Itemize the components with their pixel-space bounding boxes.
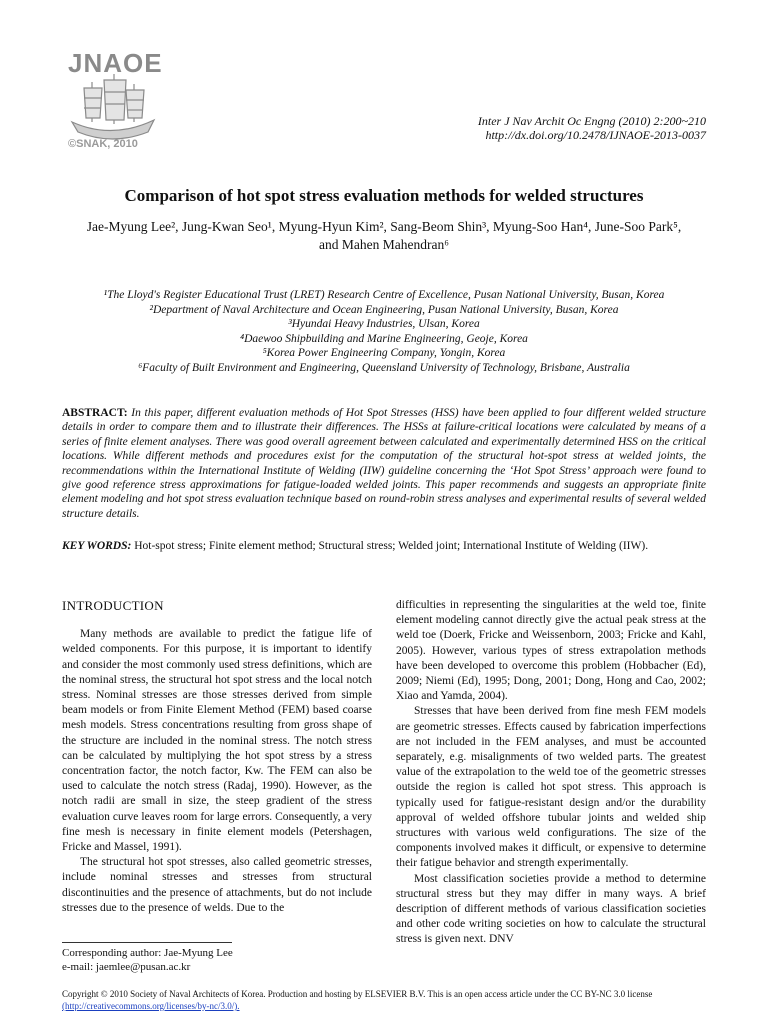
citation	[478, 114, 706, 142]
abstract	[62, 406, 706, 521]
footnote-email[interactable]: e-mail: jaemlee@pusan.ac.kr	[62, 961, 191, 973]
affiliation-5: ⁵Korea Power Engineering Company, Yongin, Korea	[262, 347, 506, 359]
footnote	[62, 946, 233, 974]
footnote-author: Corresponding author: Jae-Myung Lee	[62, 947, 233, 959]
intro-heading: INTRODUCTION	[62, 598, 164, 613]
right-column	[396, 598, 706, 948]
paragraph: Stresses that have been derived from fine mesh FEM models are geometric stresses. Effects caused by fabrication imperfections are not included in the FEM analyses, and must be accounted separately, e.g. misalignments of two welded parts. The greatest value of the extrapolation to the weld toe of the geometric stresses outside the region is called hot spot stress. This approach is typically used for fatigue-resistant design and/or the durability approval of welded offshore tubular joints and welded ship structures with various weld configurations. The size of the components involved makes it difficult, or expensive to determine their fatigue behavior and strength experimentally.	[396, 705, 706, 870]
affiliation-4: ⁴Daewoo Shipbuilding and Marine Engineering, Geoje, Korea	[240, 332, 528, 345]
affiliation-1: ¹The Lloyd's Register Educational Trust (LRET) Research Centre of Excellence, Pusan National University, Busan, Korea	[103, 289, 665, 301]
keywords-text: Hot-spot stress; Finite element method; Structural stress; Welded joint; International Institute of Welding (IIW).	[134, 540, 649, 552]
affiliations	[60, 288, 708, 375]
logo-text: JNAOE	[68, 48, 163, 78]
left-column	[62, 598, 372, 916]
paragraph: Most classification societies provide a method to determine structural stress but they may differ in many ways. A brief description of different methods of various classification societies and other code writing societies on how to calculate the structural stress is given next. DNV	[396, 872, 706, 946]
license-link[interactable]: (http://creativecommons.org/licenses/by-nc/3.0/).	[62, 1001, 240, 1011]
citation-journal: Inter J Nav Archit Oc Engng (2010) 2:200~210	[477, 114, 706, 128]
abstract-text: In this paper, different evaluation methods of Hot Spot Stresses (HSS) have been applied to four different welded structure details in order to compare them and to illustrate their differences. The HSSs at failure-critical locations were calculated by means of a series of finite element analyses. There was good overall agreement between calculated and experimentally determined HSS on the critical locations. While different methods and procedures exist for the computation of the structural hot-spot stress at welded joints, the recommendations within the International Institute of Welding (IIW) guideline concerning the ‘Hot Spot Stress’ approach were found to give good reference stress approximations for fatigue-loaded welded joints. This paper recommends and suggests an appropriate finite element modeling and hot spot stress evaluation technique based on round-robin stress analyses and experimental results of several welded structure details.	[62, 407, 706, 520]
authors-line-1: Jae-Myung Lee², Jung-Kwan Seo¹, Myung-Hyun Kim², Sang-Beom Shin³, Myung-Soo Han⁴, June-Soo Park⁵,	[86, 219, 682, 234]
keywords	[62, 540, 706, 552]
keywords-label: KEY WORDS:	[62, 540, 132, 552]
copyright-text: Copyright © 2010 Society of Naval Architects of Korea. Production and hosting by ELSEVIER B.V. This is an open access article under the CC BY-NC 3.0 license	[62, 989, 653, 999]
author-list	[80, 218, 688, 254]
copyright-notice	[62, 988, 722, 1012]
logo-copyright: ©SNAK, 2010	[68, 138, 138, 150]
affiliation-2: ²Department of Naval Architecture and Ocean Engineering, Pusan National University, Busan, Korea	[149, 303, 619, 316]
affiliation-3: ³Hyundai Heavy Industries, Ulsan, Korea	[288, 318, 480, 330]
paragraph: difficulties in representing the singularities at the weld toe, finite element modeling cannot directly give the actual peak stress at the weld toe (Doerk, Fricke and Weissenborn, 2003; Fricke and Kahl, 2005). However, various types of stress extrapolation methods have been developed to overcome this problem (Hobbacher (Ed), 2009; Niemi (Ed), 1995; Dong, 2001; Dong, Hong and Cao, 2002; Xiao and Yamda, 2004).	[396, 599, 706, 703]
journal-logo	[62, 48, 162, 156]
footnote-divider	[62, 942, 232, 943]
paragraph: The structural hot spot stresses, also called geometric stresses, include nominal stresses and stresses from structural discontinuities and the presence of attachments, but do not include stresses due to the presence of welds. Due to the	[62, 856, 372, 914]
citation-doi[interactable]: http://dx.doi.org/10.2478/IJNAOE-2013-0037	[485, 128, 706, 142]
paragraph: Many methods are available to predict the fatigue life of welded components. For this purpose, it is important to identify and consider the most commonly used stress definitions, which are the nominal stress, the structural hot spot stress and the local notch stress. Nominal stresses are those stresses derived from simple beam models or from Finite Element Method (FEM) based coarse mesh models. Stress concentrations resulting from gross shape of the structure are included in the nominal stress. The notch stress can be calculated by multiplying the hot spot stress by a stress concentration factor, the notch factor, Kw. The FEM can also be used to calculate the notch stress (Radaj, 1990). However, as the notch radii are small in size, the steep gradient of the stress evaluation curve leaves room for large errors. Consequently, a very fine mesh is necessary in finite element models (Petershagen, Fricke and Massel, 1991).	[62, 628, 372, 854]
authors-line-2: and Mahen Mahendran⁶	[319, 237, 449, 252]
paper-title: Comparison of hot spot stress evaluation methods for welded structures	[124, 186, 644, 205]
abstract-label: ABSTRACT:	[62, 407, 128, 419]
affiliation-6: ⁶Faculty of Built Environment and Engineering, Queensland University of Technology, Brisbane, Australia	[138, 361, 630, 374]
